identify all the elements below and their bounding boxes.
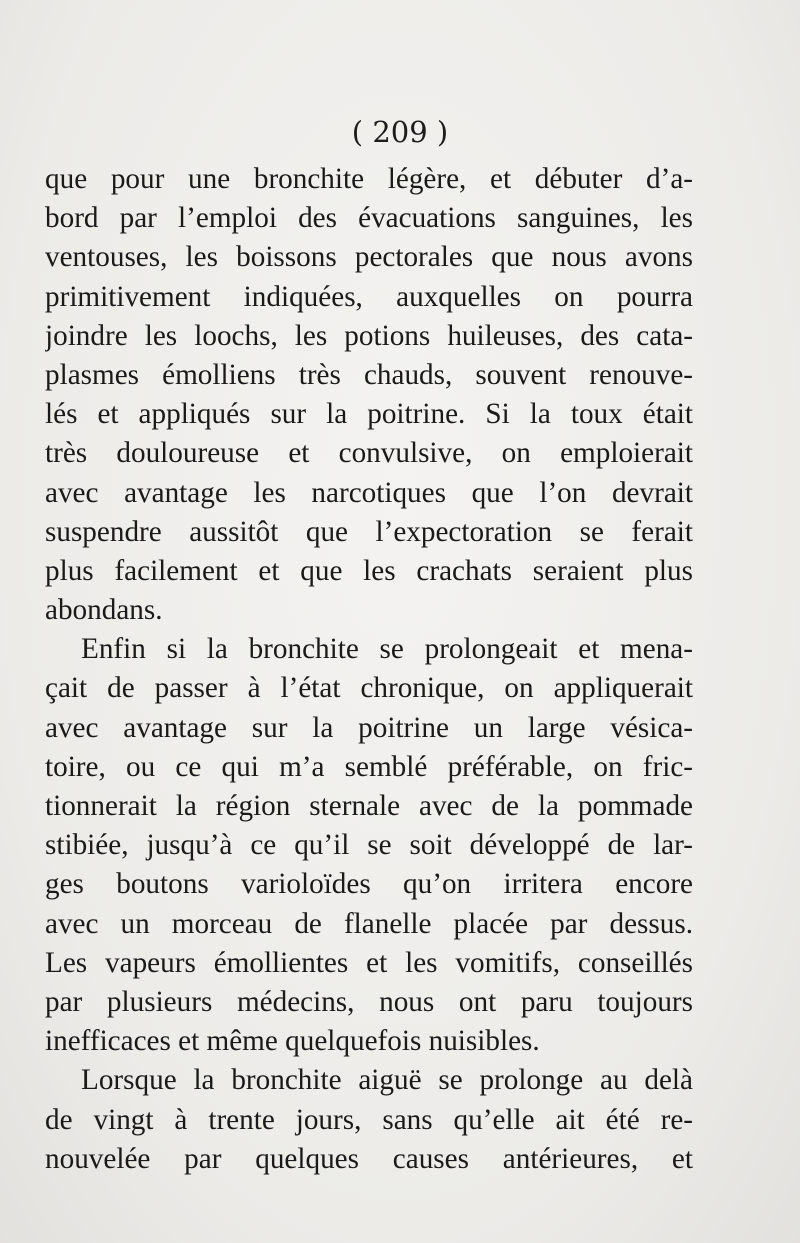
text-line: lés et appliqués sur la poitrine. Si la toux était: [45, 398, 693, 431]
text-line: primitivement indiquées, auxquelles on pourra: [45, 280, 693, 313]
text-line: toire, ou ce qui m’a semblé préférable, on fric-: [45, 750, 693, 783]
text-line: par plusieurs médecins, nous ont paru toujours: [45, 985, 693, 1018]
text-line: ges boutons varioloïdes qu’on irritera encore: [45, 868, 693, 901]
text-line: abondans.: [45, 594, 163, 627]
text-line: ventouses, les boissons pectorales que nous avons: [45, 241, 693, 274]
text-line: avec avantage sur la poitrine un large vésica-: [45, 711, 693, 744]
text-line: çait de passer à l’état chronique, on appliquerait: [45, 672, 693, 705]
text-line: que pour une bronchite légère, et débuter d’a-: [45, 163, 693, 195]
text-line: plus facilement et que les crachats seraient plus: [45, 554, 693, 587]
text-line: inefficaces et même quelquefois nuisibles.: [45, 1025, 540, 1058]
text-line: Les vapeurs émollientes et les vomitifs, conseillés: [45, 946, 693, 979]
text-line: joindre les loochs, les potions huileuses, des cata-: [45, 319, 693, 352]
body-text: [45, 160, 693, 1179]
text-line: stibiée, jusqu’à ce qu’il se soit développé de lar-: [45, 829, 693, 862]
text-line: très douloureuse et convulsive, on emploierait: [45, 437, 693, 470]
text-line: suspendre aussitôt que l’expectoration se ferait: [45, 515, 693, 548]
text-line: tionnerait la région sternale avec de la pommade: [45, 790, 693, 822]
text-line: Enfin si la bronchite se prolongeait et mena-: [81, 633, 693, 666]
text-line: nouvelée par quelques causes antérieures, et: [45, 1142, 693, 1175]
text-line: plasmes émolliens très chauds, souvent renouve-: [45, 358, 693, 391]
page-number: ( 209 ): [351, 115, 449, 149]
text-line: bord par l’emploi des évacuations sanguines, les: [45, 202, 693, 235]
text-line: avec un morceau de flanelle placée par dessus.: [45, 907, 693, 940]
text-line: avec avantage les narcotiques que l’on devrait: [45, 476, 693, 509]
text-line: Lorsque la bronchite aiguë se prolonge au delà: [81, 1064, 693, 1097]
text-line: de vingt à trente jours, sans qu’elle ait été re-: [45, 1103, 693, 1136]
